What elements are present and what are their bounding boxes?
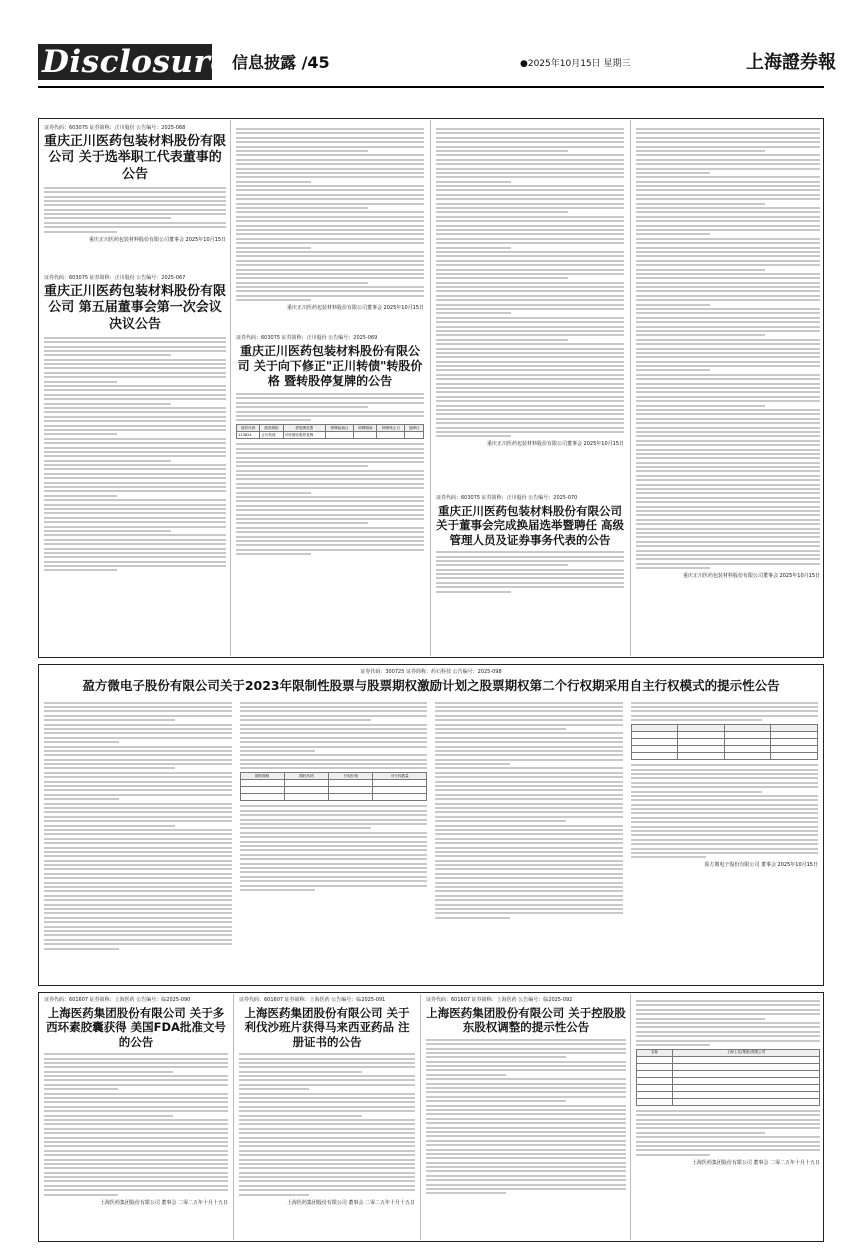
article-body	[44, 702, 232, 952]
article-meta: 证券代码：603075 证券简称：正川股份 公告编号：2025-069	[236, 335, 378, 341]
article-body	[236, 443, 424, 555]
article-signature: 上海医药集团股份有限公司 董事会 二零二五年十月十五日	[286, 1199, 415, 1206]
article-body	[236, 393, 424, 421]
article-body	[239, 1053, 415, 1196]
article-signature: 重庆正川医药包装材料股份有限公司董事会 2025年10月15日	[286, 305, 424, 312]
column-rule	[230, 120, 231, 656]
article-columns	[44, 698, 818, 952]
masthead	[0, 0, 857, 112]
column-rule	[630, 120, 631, 656]
article-title: 重庆正川医药包装材料股份有限公司 第五届董事会第一次会议决议公告	[44, 284, 226, 332]
announcement-a5	[44, 668, 818, 984]
announcement-a1	[44, 124, 226, 264]
article-title: 上海医药集团股份有限公司 关于控股股东股权调整的提示性公告	[426, 1006, 626, 1035]
exercise-table: 期权简称 期权代码 行权价格 可行权数量	[240, 772, 428, 801]
article-signature: 重庆正川医药包装材料股份有限公司董事会 2025年10月15日	[88, 236, 226, 243]
announcement-a7	[239, 996, 415, 1240]
section-title: 信息披露 /45	[232, 53, 330, 72]
article-signature: 上海医药集团股份有限公司 董事会 二零二五年十月十五日	[99, 1199, 228, 1206]
continuation-text	[436, 124, 624, 484]
article-body	[636, 1110, 820, 1156]
newspaper-name: 上海證券報	[746, 52, 836, 73]
article-title: 重庆正川医药包装材料股份有限公司 关于选举职工代表董事的公告	[44, 134, 226, 182]
article-title: 上海医药集团股份有限公司 关于多西环素胶囊获得 美国FDA批准文号的公告	[46, 1006, 226, 1049]
issue-date: ●2025年10月15日 星期三	[520, 59, 631, 69]
column-rule	[420, 994, 421, 1240]
suspension-table: 债券代码 债券简称 停复牌类型 停牌起始日 停牌期间 停牌终止日 复牌日 113624 正川转债 可转债转股停复牌	[236, 424, 424, 439]
announcement-a6	[44, 996, 228, 1240]
article-title: 盈方微电子股份有限公司关于2023年限制性股票与股票期权激励计划之股票期权第二个行权期采用自主行权模式的提示性公告	[82, 678, 780, 693]
article-body	[44, 1053, 228, 1196]
article-meta: 证券代码：300725 证券简称：药石科技 公告编号：2025-098	[360, 669, 502, 675]
article-body	[44, 187, 226, 233]
article-meta: 证券代码：601607 证券简称：上海医药 公告编号：临2025-092	[426, 997, 573, 1003]
article-meta: 证券代码：603075 证券简称：正川股份 公告编号：2025-070	[436, 495, 578, 501]
article-body	[240, 698, 428, 952]
article-body	[436, 128, 624, 437]
article-meta: 证券代码：601607 证券简称：上海医药 公告编号：临2025-091	[239, 997, 386, 1003]
article-body	[44, 337, 226, 572]
article-signature: 重庆正川医药包装材料股份有限公司董事会 2025年10月15日	[486, 441, 624, 448]
continuation-text	[636, 996, 820, 1240]
share-structure-table	[631, 724, 819, 760]
article-title: 重庆正川医药包装材料股份有限公司 关于向下修正"正川转债"转股价格 暨转股停复牌的公告	[237, 344, 423, 388]
section-brand-logo: Disclosure	[38, 44, 212, 80]
article-body	[236, 128, 424, 301]
announcement-a2	[44, 274, 226, 654]
article-body	[631, 698, 819, 952]
column-rule	[430, 120, 431, 656]
continuation-text	[636, 124, 820, 654]
shareholder-info-table: 名称 上海上实(集团)有限公司	[636, 1049, 820, 1106]
article-body	[435, 702, 623, 952]
article-title: 上海医药集团股份有限公司 关于利伐沙班片获得马来西亚药品 注册证书的公告	[244, 1006, 410, 1049]
masthead-rule	[38, 86, 824, 88]
article-meta: 证券代码：601607 证券简称：上海医药 公告编号：临2025-090	[44, 997, 191, 1003]
article-body	[426, 1039, 626, 1195]
article-meta: 证券代码：603075 证券简称：正川股份 公告编号：2025-067	[44, 275, 186, 281]
article-body	[636, 128, 820, 569]
article-meta: 证券代码：603075 证券简称：正川股份 公告编号：2025-068	[44, 125, 186, 131]
article-signature: 重庆正川医药包装材料股份有限公司董事会 2025年10月15日	[682, 573, 820, 580]
continuation-text	[236, 124, 424, 324]
article-signature: 上海医药集团股份有限公司 董事会 二零二五年十月十五日	[691, 1159, 820, 1166]
article-title: 重庆正川医药包装材料股份有限公司 关于董事会完成换届选举暨聘任 高级管理人员及证券事务代表的公告	[436, 504, 624, 547]
article-body	[436, 551, 624, 593]
announcement-a4	[436, 494, 624, 654]
article-body	[636, 1000, 820, 1046]
announcement-a3	[236, 334, 424, 654]
article-signature: 盈方微电子股份有限公司 董事会 2025年10月15日	[704, 862, 818, 869]
announcement-a8	[426, 996, 626, 1240]
column-rule	[233, 994, 234, 1240]
column-rule	[630, 994, 631, 1240]
